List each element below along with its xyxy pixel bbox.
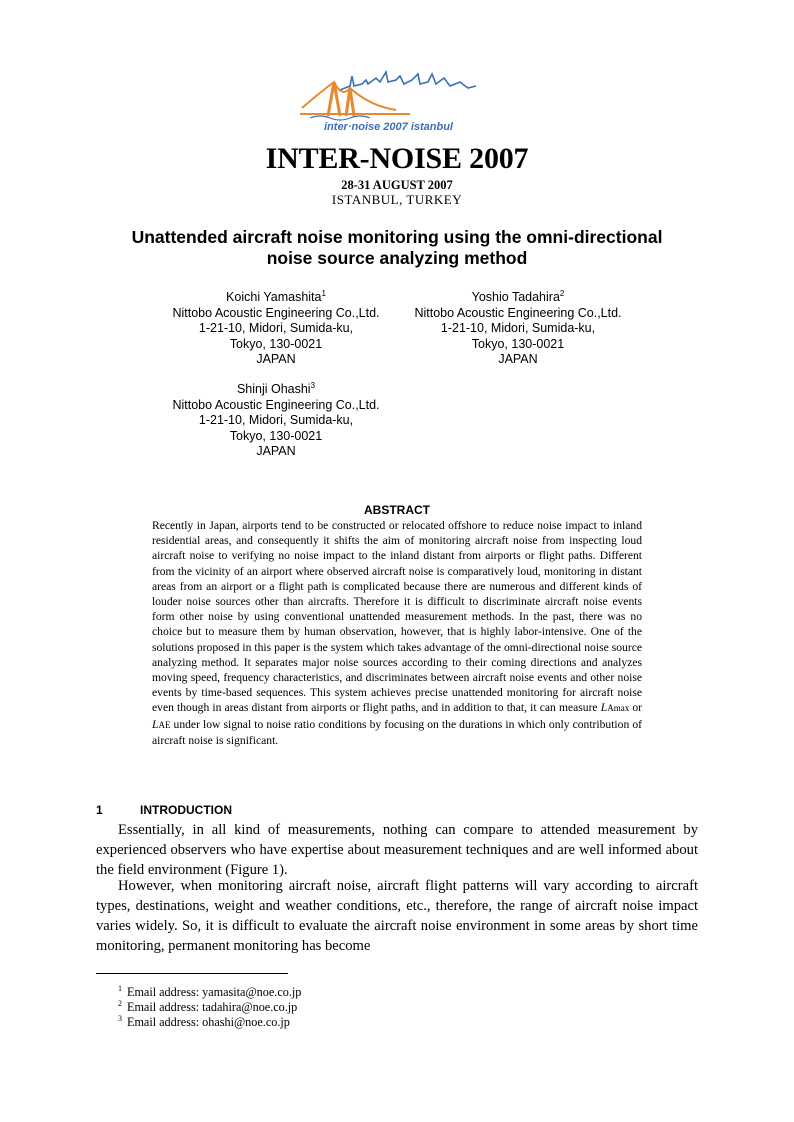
author-address-line2: Tokyo, 130-0021 bbox=[471, 336, 565, 351]
author-organization: Nittobo Acoustic Engineering Co.,Ltd. bbox=[414, 305, 622, 320]
author-organization: Nittobo Acoustic Engineering Co.,Ltd. bbox=[172, 305, 380, 320]
conference-logo bbox=[300, 68, 490, 134]
paper-title-line2: noise source analyzing method bbox=[266, 248, 528, 268]
abstract-heading: ABSTRACT bbox=[364, 503, 430, 517]
footnote: $^2$ Email address: tadahira@noe.co.jp bbox=[118, 999, 298, 1015]
author-country: JAPAN bbox=[256, 352, 296, 367]
section-number: 1 bbox=[96, 803, 103, 817]
paper-title bbox=[0, 227, 794, 269]
author-name: Yoshio Tadahira$^2$ bbox=[471, 289, 565, 305]
conference-date: 28-31 AUGUST 2007 bbox=[341, 178, 453, 192]
footnote-mark: 1 bbox=[321, 289, 326, 298]
author-organization: Nittobo Acoustic Engineering Co.,Ltd. bbox=[172, 397, 380, 412]
author-address-line1: 1-21-10, Midori, Sumida-ku, bbox=[440, 321, 596, 336]
paper-title-line1: Unattended aircraft noise monitoring using the omni-directional bbox=[131, 227, 663, 247]
author-name: Shinji Ohashi$^3$ bbox=[236, 381, 316, 397]
author-block bbox=[156, 378, 396, 460]
author-country: JAPAN bbox=[256, 444, 296, 459]
author-address-line2: Tokyo, 130-0021 bbox=[229, 428, 323, 443]
section-title: INTRODUCTION bbox=[140, 803, 232, 817]
logo-text: inter·noise 2007 istanbul bbox=[324, 121, 453, 133]
author-address-line2: Tokyo, 130-0021 bbox=[229, 336, 323, 351]
footnote-mark: 2 bbox=[118, 999, 122, 1008]
footnote-mark: 3 bbox=[118, 1014, 122, 1023]
footnote-divider bbox=[96, 973, 288, 974]
footnote-mark: 1 bbox=[118, 984, 122, 993]
author-address-line1: 1-21-10, Midori, Sumida-ku, bbox=[198, 321, 354, 336]
intro-paragraph-2: However, when monitoring aircraft noise, aircraft flight patterns will vary according to aircraft types, destinations, weight and weather conditions, etc., therefore, the range of aircraft noise impact varies widely. So, it is difficult to evaluate the aircraft noise environment in some areas by short time monitoring, permanent monitoring has become bbox=[96, 878, 698, 954]
bridge-skyline-icon bbox=[300, 68, 490, 134]
footnote-mark: 2 bbox=[559, 289, 565, 298]
conference-place: ISTANBUL, TURKEY bbox=[331, 192, 463, 207]
section-heading-introduction bbox=[96, 803, 232, 817]
author-country: JAPAN bbox=[498, 352, 538, 367]
footnote: $^1$ Email address: yamasita@noe.co.jp bbox=[118, 984, 302, 1000]
conference-title: INTER-NOISE 2007 bbox=[265, 142, 529, 175]
author-block bbox=[156, 286, 396, 368]
author-name: Koichi Yamashita$^1$ bbox=[226, 289, 326, 305]
author-block bbox=[398, 286, 638, 368]
lae-symbol: LAE bbox=[152, 717, 171, 731]
author-address-line1: 1-21-10, Midori, Sumida-ku, bbox=[198, 413, 354, 428]
footnote-mark: 3 bbox=[310, 381, 316, 390]
intro-paragraph-1: Essentially, in all kind of measurements, nothing can compare to attended measurement by experienced observers who have expertise about measurement techniques and are well informed about the field environment (Figure 1). bbox=[96, 822, 698, 878]
footnote: $^3$ Email address: ohashi@noe.co.jp bbox=[118, 1014, 290, 1030]
abstract-body: Recently in Japan, airports tend to be constructed or relocated offshore to reduce noise impact to inland residential areas, and consequently it shifts the aim of monitoring aircraft noise from inspecting loud aircraft noise to verifying no noise impact to the inland distant from airports or flight paths. Different from the vicinity of an airport where observed aircraft noise is comparatively loud, monitoring in distant areas from an airport or a flight path is complicated because there are numerous and different kinds of louder noise sources other than aircrafts. Therefore it is difficult to discriminate aircraft noise events form other noise by using conventional unattended measurement methods. In the past, there was no choice but to measure them by human observation, however, that is highly labor-intensive. One of the solutions proposed in this paper is the system which takes advantage of the omni-directional noise source analyzing method. It separates major noise sources according to their coming directions and analyzes moving speed, frequency characteristics, and discriminates between aircraft noise events and other noise events by time-based sequences. This system achieves precise unattended monitoring for aircraft noise even though in areas distant from airports or flight paths, and in addition to that, it can measure LAmax or LAE under low signal to noise ratio conditions by focusing on the durations in which only contribution of aircraft noise is significant. bbox=[152, 519, 643, 747]
lamax-symbol: LAmax bbox=[600, 701, 630, 715]
